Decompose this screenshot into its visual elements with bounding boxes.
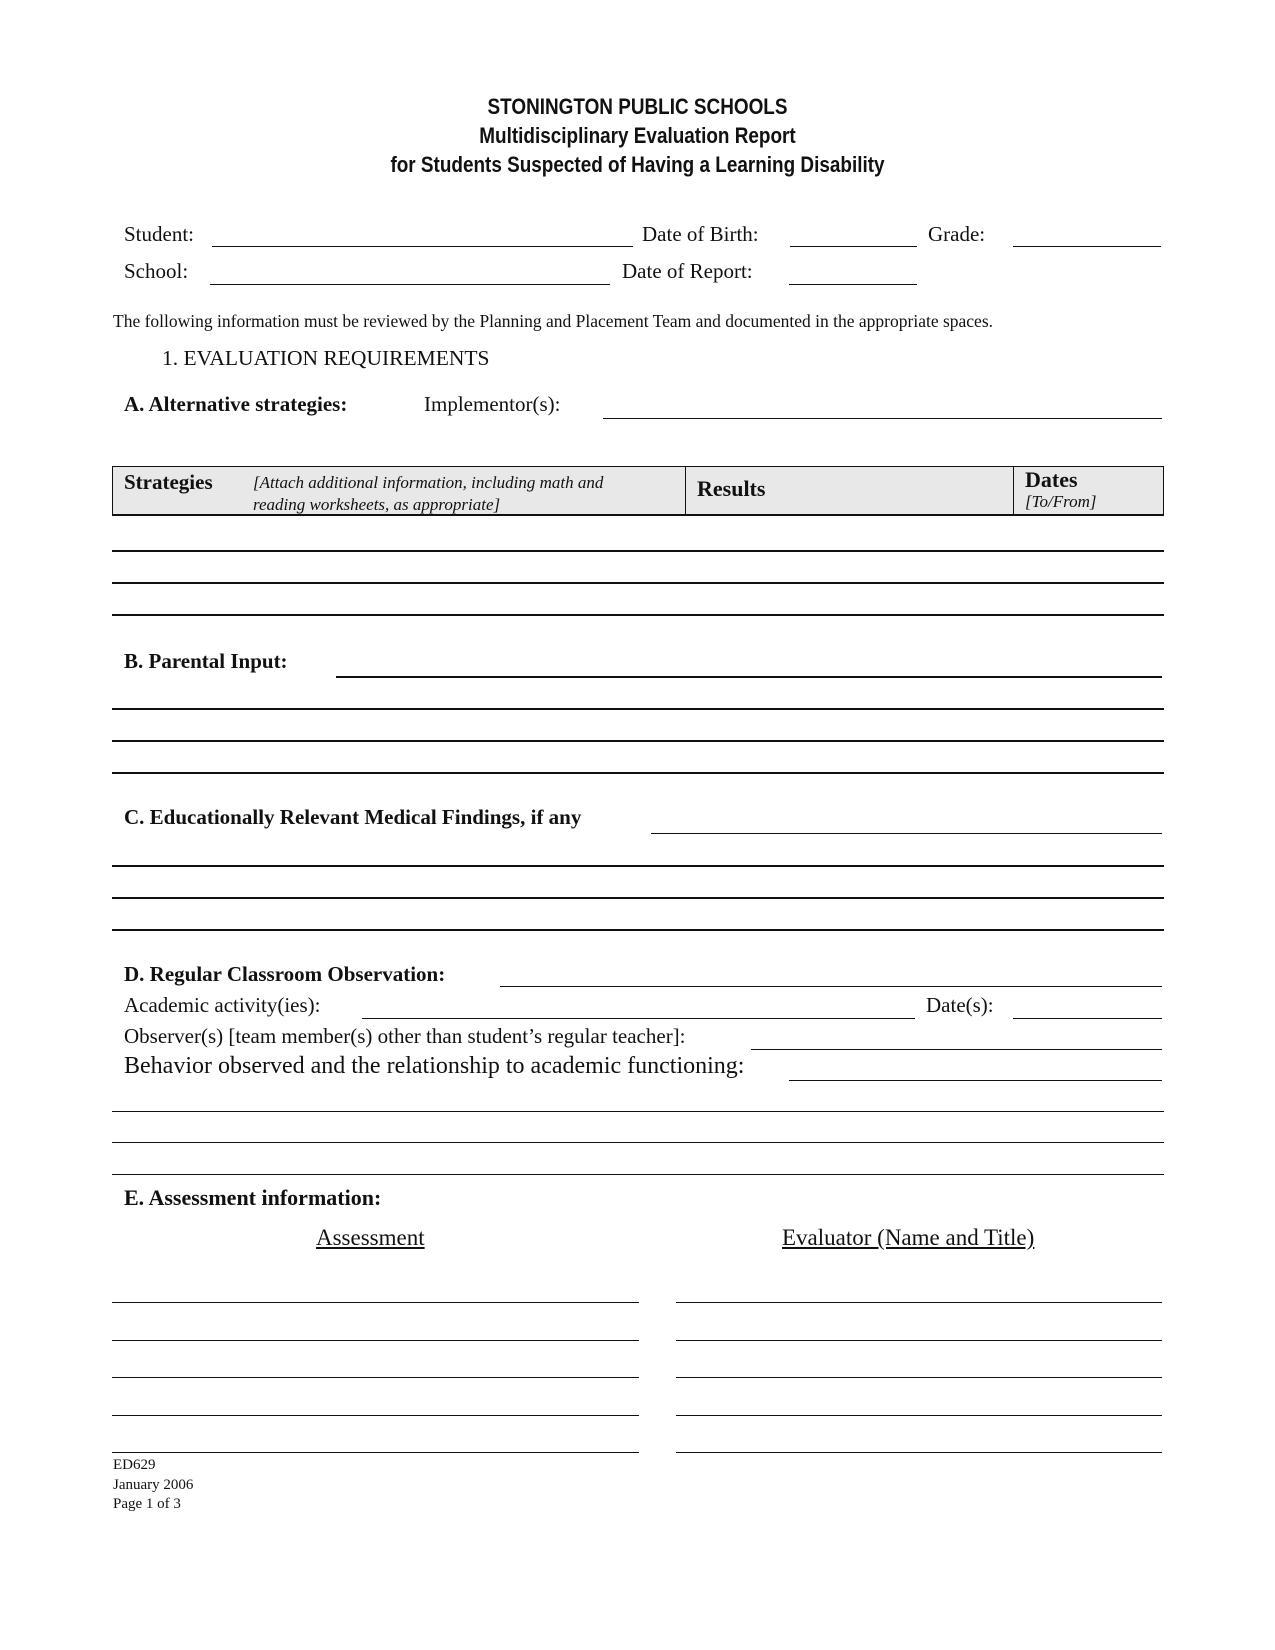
date-of-report-label: Date of Report: — [622, 259, 753, 283]
evaluator-column-header: Evaluator (Name and Title) — [782, 1225, 1035, 1250]
assessment-line[interactable] — [112, 1302, 639, 1303]
observation-dates-field[interactable] — [1013, 1018, 1162, 1019]
assessment-line[interactable] — [112, 1377, 639, 1378]
observers-field[interactable] — [751, 1049, 1162, 1050]
behavior-line[interactable] — [112, 1174, 1164, 1175]
behavior-label: Behavior observed and the relationship to academic functioning: — [124, 1053, 745, 1079]
grade-label: Grade: — [928, 222, 986, 246]
header-report-subtitle: for Students Suspected of Having a Learning Disability — [390, 152, 885, 177]
assessment-line[interactable] — [112, 1415, 639, 1416]
strategies-note-line-1: [Attach additional information, including math and — [253, 473, 604, 492]
section-1-title: 1. EVALUATION REQUIREMENTS — [162, 346, 490, 370]
observers-label: Observer(s) [team member(s) other than student’s regular teacher]: — [124, 1024, 686, 1048]
evaluator-line[interactable] — [676, 1452, 1162, 1453]
strategies-table-header — [112, 466, 1164, 516]
assessment-line[interactable] — [112, 1452, 639, 1453]
medical-findings-line[interactable] — [112, 865, 1164, 867]
school-field[interactable] — [210, 284, 610, 285]
evaluator-line[interactable] — [676, 1340, 1162, 1341]
strategies-note-line-2: reading worksheets, as appropriate] — [253, 495, 501, 514]
table-divider — [1013, 467, 1014, 514]
header-school-name: STONINGTON PUBLIC SCHOOLS — [487, 94, 788, 119]
dates-note: [To/From] — [1025, 492, 1097, 511]
form-id: ED629 — [113, 1457, 156, 1473]
section-e-title: E. Assessment information: — [124, 1185, 382, 1210]
behavior-line[interactable] — [112, 1111, 1164, 1112]
implementor-field[interactable] — [603, 418, 1162, 419]
evaluator-line[interactable] — [676, 1377, 1162, 1378]
section-a-title: A. Alternative strategies: — [124, 392, 348, 416]
strategies-line[interactable] — [112, 582, 1164, 584]
grade-field[interactable] — [1013, 246, 1161, 247]
observation-dates-label: Date(s): — [926, 993, 994, 1017]
evaluator-line[interactable] — [676, 1302, 1162, 1303]
parental-input-line[interactable] — [112, 708, 1164, 710]
intro-text: The following information must be reviewed by the Planning and Placement Team and documented in the appropriate spaces. — [113, 311, 994, 331]
evaluator-line[interactable] — [676, 1415, 1162, 1416]
parental-input-line[interactable] — [112, 772, 1164, 774]
date-of-report-field[interactable] — [789, 284, 917, 285]
medical-findings-line[interactable] — [112, 897, 1164, 899]
strategies-header: Strategies — [124, 470, 213, 494]
form-date: January 2006 — [113, 1477, 194, 1493]
section-d-title: D. Regular Classroom Observation: — [124, 962, 446, 986]
school-label: School: — [124, 259, 189, 283]
section-c-title: C. Educationally Relevant Medical Findings, if any — [124, 805, 582, 829]
assessment-line[interactable] — [112, 1340, 639, 1341]
table-divider — [685, 467, 686, 514]
student-label: Student: — [124, 222, 195, 246]
behavior-field[interactable] — [789, 1080, 1162, 1081]
strategies-line[interactable] — [112, 614, 1164, 616]
date-of-birth-field[interactable] — [790, 246, 917, 247]
parental-input-line[interactable] — [112, 740, 1164, 742]
dates-header-cell — [1025, 468, 1097, 515]
results-header: Results — [697, 476, 766, 501]
medical-findings-field[interactable] — [651, 833, 1162, 834]
behavior-line[interactable] — [112, 1142, 1164, 1143]
page-number: Page 1 of 3 — [113, 1496, 181, 1512]
section-b-title: B. Parental Input: — [124, 649, 288, 673]
implementor-label: Implementor(s): — [424, 392, 561, 416]
strategies-line[interactable] — [112, 550, 1164, 552]
academic-activity-field[interactable] — [362, 1018, 915, 1019]
academic-activity-label: Academic activity(ies): — [124, 993, 321, 1017]
medical-findings-line[interactable] — [112, 929, 1164, 931]
header-report-title: Multidisciplinary Evaluation Report — [479, 123, 796, 148]
parental-input-field[interactable] — [336, 676, 1162, 678]
date-of-birth-label: Date of Birth: — [642, 222, 759, 246]
classroom-observation-field[interactable] — [500, 986, 1162, 987]
strategies-note — [253, 472, 603, 519]
dates-header: Dates — [1025, 467, 1078, 492]
assessment-column-header: Assessment — [316, 1225, 425, 1250]
student-field[interactable] — [212, 246, 633, 247]
